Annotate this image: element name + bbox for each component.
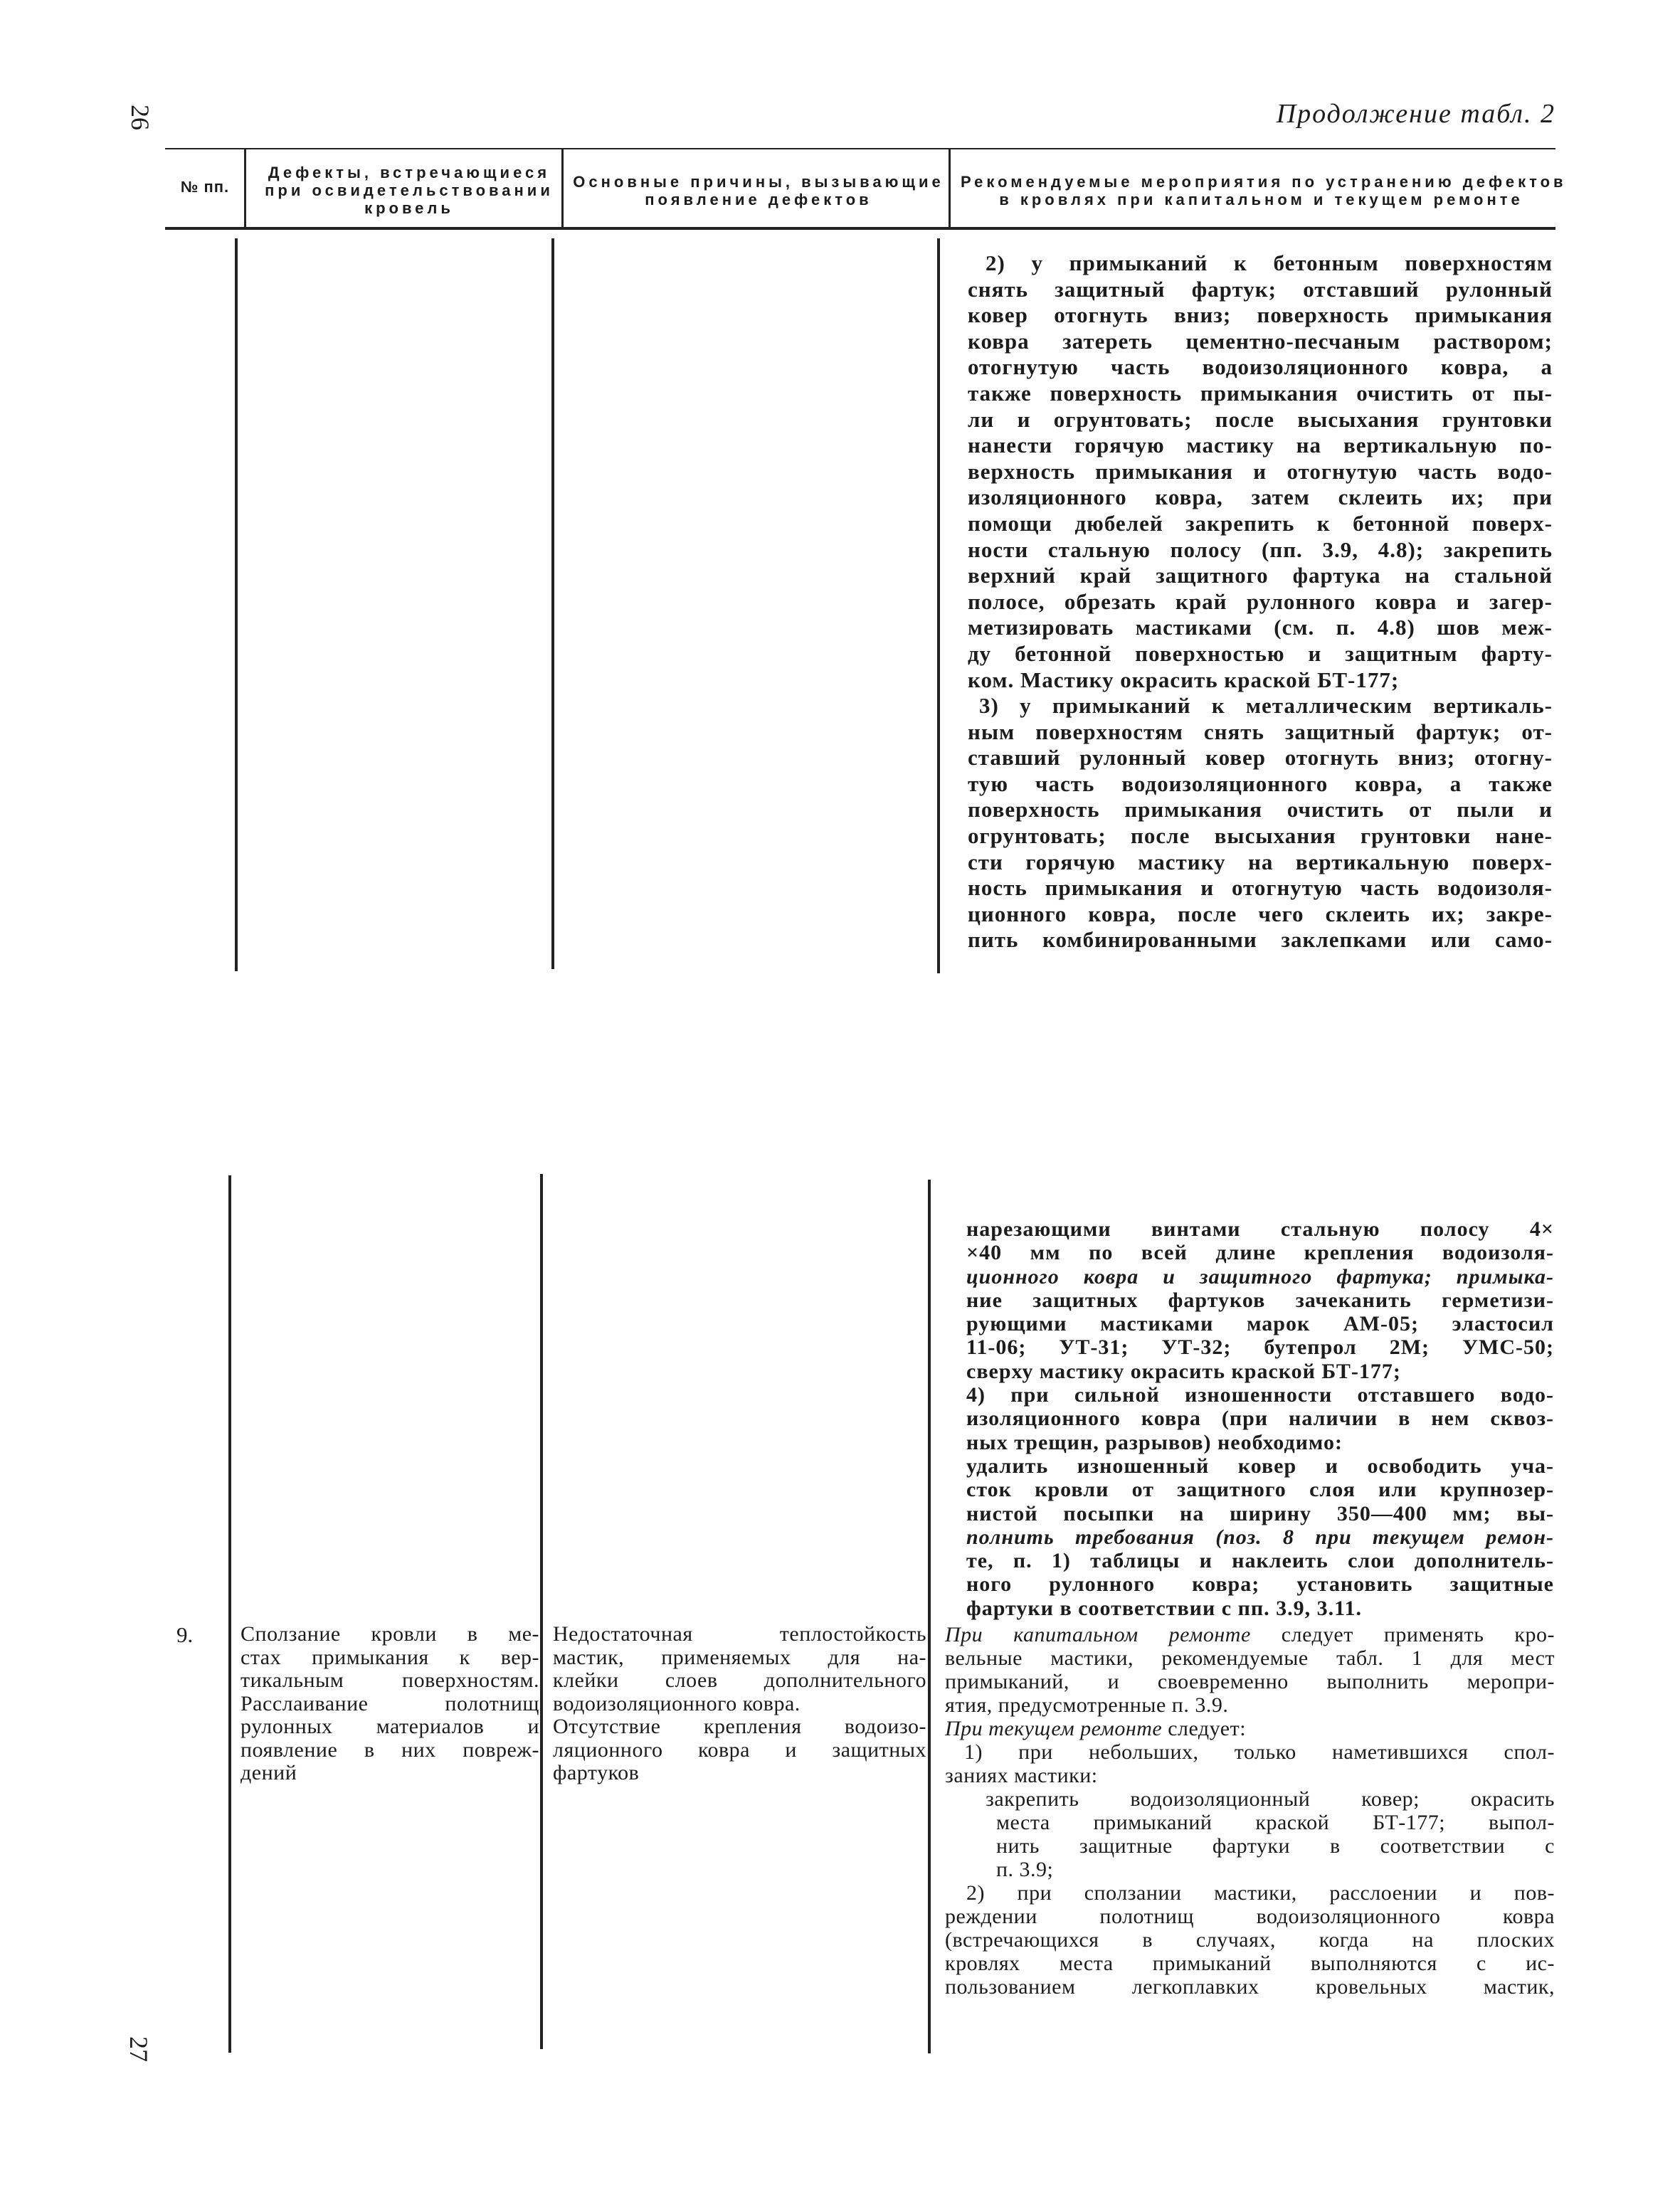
table-column-border — [928, 1180, 931, 2053]
measures-line: ность примыкания и отогнутую часть водоизоля- — [968, 875, 1553, 901]
page-number: 27 — [125, 2036, 153, 2062]
measures-line: верхность примыкания и отогнутую часть водо- — [968, 458, 1553, 484]
cause-line: клейки слоев дополнительного — [553, 1668, 926, 1692]
cause-line: фартуков — [553, 1761, 640, 1784]
table-header-top-border — [165, 148, 1555, 149]
defect-line: тикальным поверхностям. — [241, 1668, 539, 1692]
defect-line: Сползание кровли в ме- — [241, 1622, 539, 1646]
measures-line: заниях мастики: — [945, 1764, 1098, 1787]
measures-line: ным поверхностям снять защитный фартук; от- — [968, 719, 1553, 744]
header-measures-column — [961, 173, 1567, 208]
measures-line: кровлях места примыканий выполняются с ис- — [945, 1952, 1555, 1975]
cause-line: водоизоляционного ковра. — [553, 1691, 801, 1715]
measures-line: пользованием легкоплавких кровельных мастик, — [945, 1975, 1555, 1999]
header-causes-column — [569, 173, 948, 208]
header-defects-column — [256, 164, 562, 217]
table-column-border — [937, 238, 940, 973]
defect-line: дений — [241, 1761, 297, 1784]
measures-line: полнить требования (поз. 8 при текущем ремон- — [966, 1525, 1554, 1549]
measures-line: рующими мастиками марок АМ-05; эластосил — [966, 1312, 1554, 1336]
header-measures-line: в кровлях при капитальном и текущем ремонте — [999, 191, 1523, 208]
measures-line: 2) при сползании мастики, расслоении и пов- — [966, 1881, 1555, 1905]
measures-line: нанести горячую мастику на вертикальную по- — [968, 433, 1553, 458]
header-number-column: № пп. — [180, 178, 230, 196]
table-column-border — [540, 1174, 543, 2049]
measures-line: также поверхность примыкания очистить от пы- — [968, 380, 1553, 406]
measures-line: метизировать мастиками (см. п. 4.8) шов меж- — [968, 615, 1553, 640]
table-column-border — [228, 1175, 231, 2053]
table-column-border — [235, 238, 238, 971]
current-repair-lead: При текущем ремонте — [945, 1717, 1163, 1740]
measures-line: ных трещин, разрывов) необходимо: — [966, 1430, 1343, 1454]
measures-line: (встречающихся в случаях, когда на плоских — [945, 1928, 1555, 1952]
measures-line: 1) при небольших, только наметившихся спол- — [964, 1740, 1555, 1764]
measures-line: закрепить водоизоляционный ковер; окрасить — [986, 1787, 1555, 1811]
measures-line: 2) у примыканий к бетонным поверхностям — [986, 250, 1553, 275]
measures-line: полосе, обрезать край рулонного ковра и загер- — [968, 588, 1553, 614]
measures-line: ционного ковра и защитного фартука; примыка- — [966, 1264, 1554, 1289]
measures-column-continued — [968, 250, 1553, 953]
table-column-border — [551, 238, 554, 969]
header-defects-line: кровель — [364, 199, 454, 217]
measures-line: примыканий, и своевременно выполнить меропри- — [945, 1670, 1555, 1693]
measures-line: ковра затереть цементно-песчаным раствором; — [968, 328, 1553, 354]
measures-line: нистой посыпки на ширину 350—400 мм; вы- — [966, 1501, 1554, 1525]
measures-line-text: следует применять кро- — [1250, 1623, 1555, 1646]
defect-line: появление в них повреж- — [241, 1737, 539, 1762]
defect-line: рулонных материалов и — [241, 1715, 539, 1738]
measures-line: удалить изношенный ковер и освободить уча- — [966, 1454, 1554, 1478]
measures-line: ционного ковра, после чего склеить их; закре- — [968, 901, 1553, 926]
measures-line: сверху мастику окрасить краской БТ-177; — [966, 1359, 1401, 1383]
header-defects-line: Дефекты, встречающиеся — [268, 164, 551, 181]
measures-line: вельные мастики, рекомендуемые табл. 1 для мест — [945, 1646, 1555, 1670]
header-measures-line: Рекомендуемые мероприятия по устранению дефектов — [961, 173, 1567, 191]
measures-line: ду бетонной поверхностью и защитным фарту- — [968, 640, 1553, 666]
row-9-defect-cell — [241, 1623, 539, 1785]
measures-line: помощи дюбелей закрепить к бетонной поверх- — [968, 510, 1553, 536]
measures-line: фартуки в соответствии с пп. 3.9, 3.11. — [966, 1596, 1362, 1620]
table-header-divider — [949, 149, 951, 228]
measures-line: реждении полотнищ водоизоляционного ковра — [945, 1905, 1555, 1928]
measures-line: изоляционного ковра (при наличии в нем сквоз- — [966, 1407, 1554, 1431]
cause-line: Недостаточная теплостойкость — [553, 1622, 926, 1646]
measures-line: ковер отогнуть вниз; поверхность примыкания — [968, 302, 1553, 328]
measures-line: ного рулонного ковра; установить защитные — [966, 1572, 1554, 1597]
header-defects-line: при освидетельствовании — [265, 181, 554, 199]
measures-line: ности стальную полосу (пп. 3.9, 4.8); закрепить — [968, 536, 1553, 562]
measures-line — [945, 1623, 1555, 1646]
measures-line: тую часть водоизоляционного ковра, а также — [968, 771, 1553, 796]
page-number: 26 — [126, 105, 154, 130]
measures-line: отогнутую часть водоизоляционного ковра, а — [968, 354, 1553, 380]
measures-line — [945, 1717, 1555, 1740]
measures-line: ятия, предусмотренные п. 3.9. — [945, 1693, 1229, 1717]
measures-line: места примыканий краской БТ-177; выпол- — [996, 1811, 1555, 1834]
measures-line: ставший рулонный ковер отогнуть вниз; отогну- — [968, 745, 1553, 771]
measures-line: те, п. 1) таблицы и наклеить слои дополнитель- — [966, 1549, 1554, 1573]
measures-line: п. 3.9; — [996, 1858, 1054, 1881]
cause-line: ляционного ковра и защитных — [553, 1737, 926, 1762]
row-9-cause-cell — [553, 1623, 926, 1785]
measures-line: сти горячую мастику на вертикальную поверх- — [968, 849, 1553, 874]
measures-line: 4) при сильной изношенности отставшего водо- — [966, 1383, 1554, 1407]
measures-line: сток кровли от защитного слоя или крупнозер- — [966, 1478, 1554, 1502]
table-header-divider — [244, 149, 246, 228]
measures-line: огрунтовать; после высыхания грунтовки нане- — [968, 823, 1553, 849]
measures-line: нить защитные фартуки в соответствии с — [996, 1834, 1555, 1858]
header-causes-line: появление дефектов — [645, 191, 872, 208]
measures-line: снять защитный фартук; отставший рулонный — [968, 276, 1553, 302]
cause-line: Отсутствие крепления водоизо- — [553, 1715, 926, 1738]
measures-line: ли и огрунтовать; после высыхания грунтовки — [968, 406, 1553, 432]
row-9-measures-cell — [945, 1623, 1555, 1999]
capital-repair-lead: При капитальном ремонте — [945, 1623, 1251, 1646]
header-causes-line: Основные причины, вызывающие — [573, 173, 944, 191]
measures-line-text: следует: — [1162, 1717, 1247, 1740]
measures-line: поверхность примыкания очистить от пыли и — [968, 797, 1553, 822]
table-header-bottom-border — [165, 227, 1555, 230]
table-continuation-label: Продолжение табл. 2 — [1276, 99, 1555, 129]
defect-line: Расслаивание полотнищ — [241, 1691, 539, 1715]
measures-line: ком. Мастику окрасить краской БТ-177; — [968, 667, 1400, 692]
measures-line: 3) у примыканий к металлическим вертикаль- — [979, 693, 1553, 719]
measures-column-continued — [966, 1217, 1554, 1620]
measures-line: изоляционного ковра, затем склеить их; при — [968, 485, 1553, 510]
measures-line: ние защитных фартуков зачеканить герметизи- — [966, 1288, 1554, 1312]
measures-line: пить комбинированными заклепками или само- — [968, 927, 1553, 953]
cause-line: мастик, применяемых для на- — [553, 1645, 926, 1669]
measures-line: 11-06; УТ-31; УТ-32; бутепрол 2М; УМС-50; — [966, 1335, 1554, 1360]
measures-line: верхний край защитного фартука на стальной — [968, 563, 1553, 588]
row-number: 9. — [176, 1622, 194, 1647]
measures-line: нарезающими винтами стальную полосу 4× — [966, 1217, 1554, 1241]
defect-line: стах примыкания к вер- — [241, 1645, 539, 1669]
measures-line: ×40 мм по всей длине крепления водоизоля- — [966, 1241, 1554, 1265]
